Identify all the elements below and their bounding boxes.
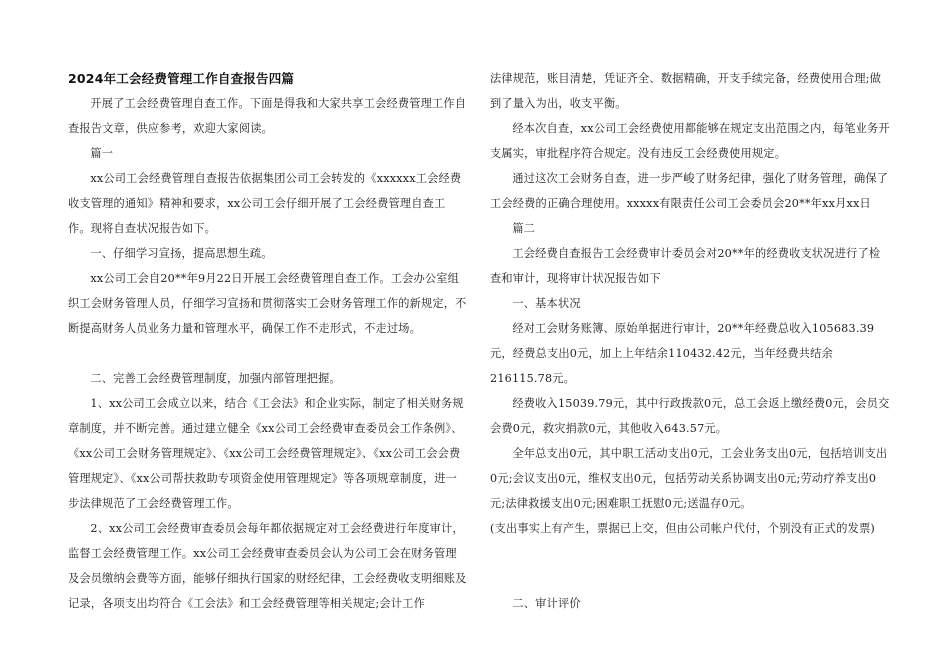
right-column	[490, 66, 890, 616]
body-paragraph: 经对工会财务账簿、原始单据进行审计，20**年经费总收入105683.39元，经费总支出0元，加上上年结余110432.42元，当年经费共结余216115.78元。	[490, 322, 875, 385]
section-heading-part-one: 篇一	[90, 147, 114, 160]
body-paragraph: 通过这次工会财务自查，进一步严峻了财务纪律，强化了财务管理，确保了工会经费的正确合理使用。xxxxx有限责任公司工会委员会20**年xx月xx日	[490, 172, 889, 210]
section-heading-part-two: 篇二	[512, 222, 536, 235]
subheading-basic-situation: 一、基本状况	[512, 297, 581, 310]
subheading-study: 一、仔细学习宣扬，提高思想生疏。	[90, 247, 273, 260]
body-paragraph: xx公司工会自20**年9月22日开展工会经费管理自查工作。工会办公室组织工会财务管理人员，仔细学习宣扬和贯彻落实工会财务管理工作的新规定，不断提高财务人员业务力量和管理水平，确保工作不走形式，不走过场。	[68, 272, 467, 335]
body-paragraph: xx公司工会经费管理自查报告依据集团公司工会转发的《xxxxxx工会经费收支管理的通知》精神和要求，xx公司工会仔细开展了工会经费管理自查工作。现将自查状况报告如下。	[68, 172, 462, 235]
spacer	[68, 341, 468, 366]
subheading-audit-evaluation: 二、审计评价	[512, 597, 581, 610]
body-paragraph: 经本次自查，xx公司工会经费使用都能够在规定支出范围之内，每笔业务开支属实，审批程序符合规定。没有违反工会经费使用规定。	[490, 122, 890, 160]
body-paragraph: 全年总支出0元，其中职工活动支出0元，工会业务支出0元，包括培训支出0元;会议支出0元，维权支出0元，包括劳动关系协调支出0元;劳动疗养支出0元;法律救援支出0元;困难职工抚慰0元;送温存0元。	[490, 447, 888, 510]
body-paragraph: 工会经费自查报告工会经费审计委员会对20**年的经费收支状况进行了检查和审计，现将审计状况报告如下	[490, 247, 881, 285]
subheading-rules: 二、完善工会经费管理制度，加强内部管理把握。	[90, 372, 341, 385]
document-title: 2024年工会经费管理工作自查报告四篇	[68, 71, 295, 86]
intro-paragraph: 开展了工会经费管理自查工作。下面是得我和大家共享工会经费管理工作自查报告文章，供应参考，欢迎大家阅读。	[68, 97, 467, 135]
body-paragraph: 2、xx公司工会经费审查委员会每年都依据规定对工会经费进行年度审计，监督工会经费管理工作。xx公司工会经费审查委员会认为公司工会在财务管理及会员缴纳会费等方面，能够仔细执行国家的财经纪律，工会经费收支明细账及记录，各项支出均符合《工会法》和工会经费管理等相关规定;会计工作	[68, 522, 467, 610]
body-paragraph: 1、xx公司工会成立以来，结合《工会法》和企业实际，制定了相关财务规章制度，并不断完善。通过建立健全《xx公司工会经费审查委员会工作条例》、《xx公司工会财务管理规定》、《xx公司工会经费管理规定》、《xx公司工会会费管理规定》、《xx公司帮扶救助专项资金使用管理规定》等各项规章制度，进一步法律规范了工会经费管理工作。	[68, 397, 464, 510]
spacer	[490, 541, 890, 591]
body-paragraph-continued: 法律规范，账目清楚，凭证齐全、数据精确，开支手续完备，经费使用合理;做到了量入为出，收支平衡。	[490, 72, 882, 110]
note-paragraph: (支出事实上有产生，票据已上交，但由公司帐户代付，个别没有正式的发票)	[490, 522, 875, 535]
body-paragraph: 经费收入15039.79元，其中行政拨款0元，总工会返上缴经费0元，会员交会费0元，救灾捐款0元，其他收入643.57元。	[490, 397, 890, 435]
left-column	[68, 66, 468, 616]
